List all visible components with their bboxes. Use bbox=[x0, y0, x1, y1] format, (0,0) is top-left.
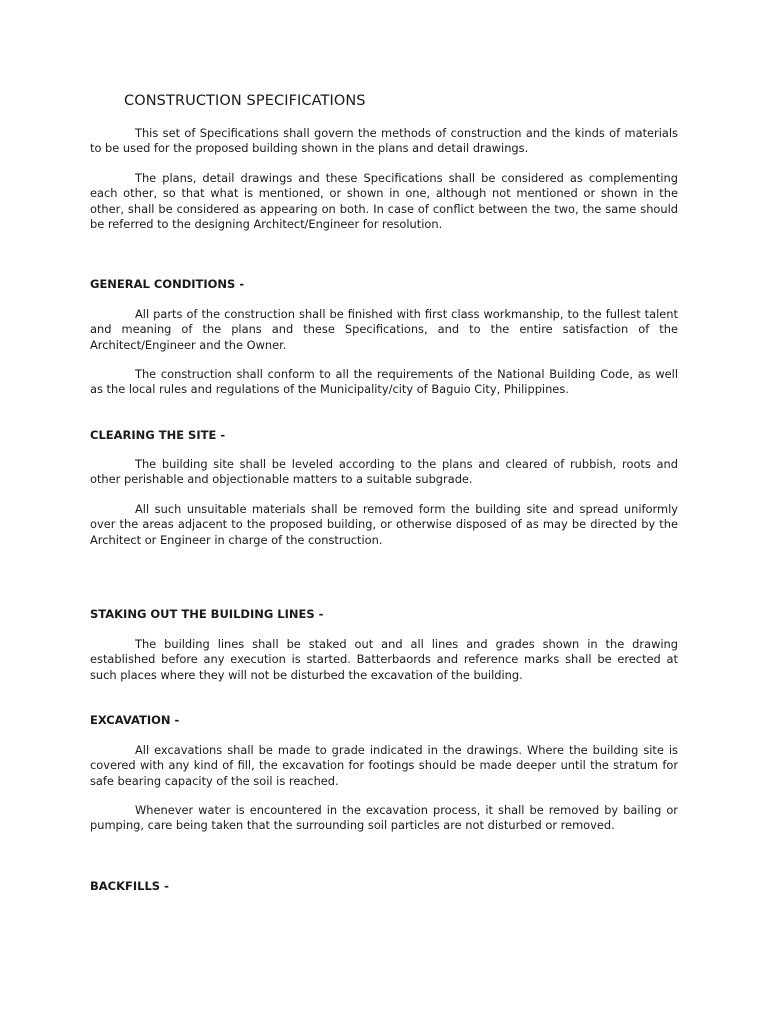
intro-paragraph: This set of Specifications shall govern the methods of construction and the kinds of materials to be used for the proposed building shown in the plans and detail drawings. bbox=[90, 126, 678, 156]
section-paragraph: The building lines shall be staked out and all lines and grades shown in the drawing established before any execution is started. Batterbaords and reference marks shall be erected at such places where they will not be disturbed the excavation of the building. bbox=[90, 637, 678, 682]
section-paragraph: The building site shall be leveled according to the plans and cleared of rubbish, roots and other perishable and objectionable matters to a suitable subgrade. bbox=[90, 457, 678, 487]
section-heading-excavation: EXCAVATION - bbox=[90, 713, 180, 727]
section-heading-clearing-the-site: CLEARING THE SITE - bbox=[90, 428, 226, 442]
section-paragraph: All parts of the construction shall be finished with first class workmanship, to the fullest talent and meaning of the plans and these Specifications, and to the entire satisfaction of the Architect/Engineer and the Owner. bbox=[90, 307, 678, 352]
section-paragraph: The construction shall conform to all the requirements of the National Building Code, as well as the local rules and regulations of the Municipality/city of Baguio City, Philippines. bbox=[90, 367, 678, 397]
section-paragraph: Whenever water is encountered in the excavation process, it shall be removed by bailing or pumping, care being taken that the surrounding soil particles are not disturbed or removed. bbox=[90, 803, 678, 833]
section-paragraph: All such unsuitable materials shall be removed form the building site and spread uniformly over the areas adjacent to the proposed building, or otherwise disposed of as may be directed by the Architect or Engineer in charge of the construction. bbox=[90, 502, 678, 547]
section-heading-general-conditions: GENERAL CONDITIONS - bbox=[90, 277, 245, 291]
document-title: CONSTRUCTION SPECIFICATIONS bbox=[124, 93, 366, 109]
section-heading-staking-out: STAKING OUT THE BUILDING LINES - bbox=[90, 607, 324, 621]
intro-paragraph: The plans, detail drawings and these Specifications shall be considered as complementing each other, so that what is mentioned, or shown in one, although not mentioned or shown in the other, shall be considered as appearing on both. In case of conflict between the two, the same should be referred to the designing Architect/Engineer for resolution. bbox=[90, 171, 678, 231]
section-heading-backfills: BACKFILLS - bbox=[90, 879, 169, 893]
section-paragraph: All excavations shall be made to grade indicated in the drawings. Where the building site is covered with any kind of fill, the excavation for footings should be made deeper until the stratum for safe bearing capacity of the soil is reached. bbox=[90, 743, 678, 788]
